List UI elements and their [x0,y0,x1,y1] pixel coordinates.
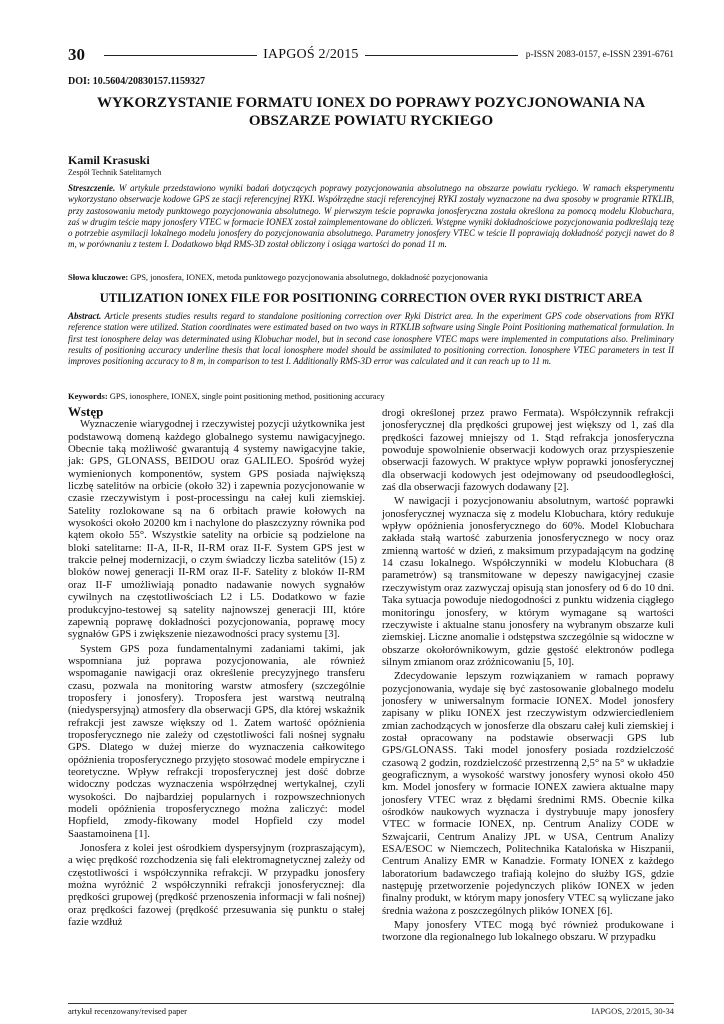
header-rule-left [104,55,257,56]
paragraph: Mapy jonosfery VTEC mogą być również produkowane i tworzone dla regionalnego lub lokalnego obszaru. W przypadku [382,919,674,944]
keywords-en [68,391,674,401]
paper-title-en: UTILIZATION IONEX FILE FOR POSITIONING CORRECTION OVER RYKI DISTRICT AREA [99,291,643,305]
paper-title-pl: WYKORZYSTANIE FORMATU IONEX DO POPRAWY POZYCJONOWANIA NA OBSZARZE POWIATU RYCKIEGO [96,95,646,129]
author-name: Kamil Krasuski [68,153,150,167]
keywords-en-label: Keywords: [68,391,108,401]
paragraph: drogi określonej przez prawo Fermata). Współczynnik refrakcji jonosferycznej dla prędkości grupowej jest większy od 1, zaś dla prędkości fazowej mniejszy od 1. Stąd refrakcja jonosferyczna powoduje spowolnienie obserwacji kodowych oraz przyspieszenie obserwacji fazowych. W praktyce wpływ poprawki jonosferycznej dla obserwacji kodowych jest odejmowany od pseudoodległości, zaś dla obserwacji fazowych dodawany [2]. [382,407,674,494]
page-number: 30 [68,45,85,64]
abstract-pl [68,183,674,251]
right-column [382,407,674,944]
section-heading: Wstęp [68,404,104,419]
page-footer [68,1003,674,1016]
abstract-en [68,311,674,367]
paragraph: Jonosfera z kolei jest ośrodkiem dyspersyjnym (rozpraszającym), a więc prędkość rozchodzenia się fali elektromagnetycznej zależy od częstotliwości i współczynnika refrakcji. W przypadku jonosfery można wyróżnić 2 współczynniki refrakcji jonosferycznej: dla prędkości grupowej (prędkość przenoszenia informacji w fali nośnej) oraz prędkości fazowej (prędkość przesuwania się punktu o stałej fazie wzdłuż [68,842,365,929]
doi: DOI: 10.5604/20830157.1159327 [68,76,205,87]
keywords-pl-label: Słowa kluczowe: [68,272,129,282]
journal-name: IAPGOŚ 2/2015 [263,47,359,62]
paragraph: Wyznaczenie wiarygodnej i rzeczywistej pozycji użytkownika jest podstawową domeną każdego globalnego systemu nawigacyjnego. Obecnie taką możliwość gwarantują 4 systemy nawigacyjne takie, jak: GPS, GLONASS, BEIDOU oraz GALILEO. Spośród wyżej wymienionych komponentów, system GPS posiada największą liczbę satelitów na orbicie (około 32) i zapewnia pozycjonowanie w czasie rzeczywistym i post-processingu na całej kuli ziemskiej. Satelity rozlokowane są na 6 orbitach prawie kołowych na wysokości około 20200 km i nachylone do płaszczyzny równika pod kątem około 55°. Wszystkie satelity na orbicie są podzielone na bloki satelitarne: II-A, II-R, II-RM oraz II-F. System GPS jest w trakcie pełnej modernizacji, o czym świadczy liczba satelitów (15) z bloków nowej generacji II-RM oraz II-F. Satelity z bloków II-RM oraz II-F umożliwiają ponadto nadawanie nowych sygnałów cywilnych na częstotliwościach L2 i L5. Dodatkowo w fazie produkcyjno-testowej są satelity najnowszej generacji III, które zapewnią poprawę dokładności pozycjonowania, poprawę mocy sygnałów GPS i zwiększenie niezawodności pracy systemu [3]. [68,418,365,641]
issn: p-ISSN 2083-0157, e-ISSN 2391-6761 [525,50,674,60]
abstract-pl-label: Streszczenie. [68,183,116,193]
left-column [68,406,365,928]
author-affiliation: Zespół Technik Satelitarnych [68,168,162,177]
abstract-en-label: Abstract. [68,311,102,321]
abstract-pl-text: W artykule przedstawiono wyniki badań dotyczących poprawy pozycjonowania absolutnego na obszarze powiatu ryckiego. W ramach eksperymentu wykorzystano obserwacje kodowe GPS ze stacji referencyjnej RYKI. Współrzędne stacji referencyjnej RYKI zostały wyznaczone na dwa sposoby w programie RTKLIB, przy zastosowaniu metody punktowego pozycjonowania absolutnego. W pierwszym teście poprawka jonosferyczna została określona za pomocą modelu Klobuchara, zaś w drugim teście mapy jonosfery VTEC w formacie IONEX został zaimplementowane do obliczeń. Wstępne wyniki dokładnościowe pozycjonowania podkreślają tezę o potrzebie asymilacji lokalnego modelu jonosfery do pozycjonowania absolutnego. Parametry jonosfery VTEC w teście II poprawiają dokładność pozycji nawet do 8 m, w porównaniu z testem I. Dodatkowo błąd RMS-3D został obliczony i osiąga wartości do ponad 11 m. [68,183,674,250]
keywords-pl-text: GPS, jonosfera, IONEX, metoda punktowego pozycjonowania absolutnego, dokładność pozycjonowania [128,272,488,282]
keywords-pl [68,272,674,282]
running-header [68,44,674,66]
paragraph: W nawigacji i pozycjonowaniu absolutnym, wartość poprawki jonosferycznej wyznacza się z modelu Klobuchara, który redukuje wpływ opóźnienia jonosferycznego do 60%. Model Klobuchara zakłada stałą wartość zaburzenia jonosferycznego w nocy oraz zmienną wartość w dzień, z maksimum przypadającym na godzinę 14 czasu lokalnego. Współczynniki w modelu Klobuchara (8 parametrów) są transmitowane w depeszy nawigacyjnej czasie rzeczywistym oraz zazwyczaj opisują stan jonosfery od 6 do 10 dni. Taka sytuacja powoduje niedogodności z punktu widzenia ciągłego monitoringu jonosfery, w którym wymagane są wartości rzeczywiste i aktualne stanu jonosfery na wybranym obszarze kuli ziemskiej. Liczne anomalie i odstępstwa szczególnie są widoczne w obszarze okołorównikowym, gdzie gęstość elektronów podlega silnym zmianom oraz zróżnicowaniu [5, 10]. [382,495,674,668]
abstract-en-text: Article presents studies results regard to standalone positioning correction over Ryki District area. In the experiment GPS code observations from RYKI reference station were utilized. Station coordinates were estimated based on two ways in RTKLIB software using Single Point Positioning mathematical formulation. In first test ionosphere delay was determinated using Klobuchar model, but in second case ionosphere VTEC maps were implemented in computations also. Preliminary results of positioning accuracy underline thesis that local ionosphere model should be assimilated to positioning correction. Ionosphere VTEC parameters in test II improves positioning accuracy to 8 m, in comparison to test I. Additionally RMS-3D error was calculated and it can reach up to 11 m. [68,311,674,367]
footer-review-note: artykuł recenzowany/revised paper [68,1006,187,1016]
paragraph: System GPS poza fundamentalnymi zadaniami takimi, jak wspomniana już poprawa pozycjonowania, ale również wspomaganie nawigacji oraz określenie precyzyjnego transferu czasu, pozwala na monitoring warstw atmosfery (szczególnie troposfery i jonosfery). Troposfera jest warstwą neutralną (niedyspersyjną) atmosfery dla obserwacji GPS, dla której wskaźnik refrakcji jest zawsze większy od 1. Zatem wartość opóźnienia troposferycznego nie zależy od częstotliwości fali nośnej sygnału GPS. Dlatego w dużej mierze do wyznaczenia całkowitego opóźnienia troposferycznego przyjęto stosować modele empiryczne i teoretyczne. Wpływ refrakcji troposferycznej jest dość dobrze widoczny podczas wyznaczenia współrzędnej wertykalnej, czyli wysokości. Do najbardziej popularnych i rozpowszechnionych modeli opóźnienia troposferycznego można zaliczyć: model Hopfield, zmody-fikowany model Hopfield czy model Saastamoinena [1]. [68,642,365,840]
footer-citation: IAPGOS, 2/2015, 30-34 [591,1006,674,1016]
paragraph: Zdecydowanie lepszym rozwiązaniem w ramach poprawy pozycjonowania, wydaje się być zastosowanie globalnego modelu jonosfery w uniwersalnym formacie IONEX. Model jonosfery zapisany w pliku IONEX jest rzeczywistym odzwierciedleniem zmian zachodzących w jonosferze dla obszaru całej kuli ziemskiej i został opracowany na podstawie obserwacji GPS lub GPS/GLONASS. Taki model jonosfery posiada rozdzielczość czasową 2 godzin, rozdzielczość przestrzenną 2,5° na 5° w układzie geograficznym, a wysokość warstwy jonosfery wynosi około 450 km. Model jonosfery w formacie IONEX zawiera aktualne mapy jonosfery VTEC wraz z błędami średnimi RMS. Obecnie kilka ośrodków naukowych wyznacza i dystrybuuje mapy jonosfery VTEC w formacie IONEX, np. Centrum Analizy CODE w Szwajcarii, Centrum Analizy JPL w USA, Centrum Analizy ESA/ESOC w Niemczech, Politechnika Katalońska w Hiszpanii, Centrum Analizy EMR w Kanadzie. Formaty IONEX z każdego laboratorium badawczego trafiają kolejno do służby IGS, gdzie następuję przetworzenie pojedynczych plików IONEX w jeden finalny produkt, w którym mapy jonosfery VTEC są wyliczane jako średnia ważona z poszczególnych plików IONEX [6]. [382,670,674,917]
keywords-en-text: GPS, ionosphere, IONEX, single point positioning method, positioning accuracy [107,391,385,401]
header-rule-right [365,55,518,56]
